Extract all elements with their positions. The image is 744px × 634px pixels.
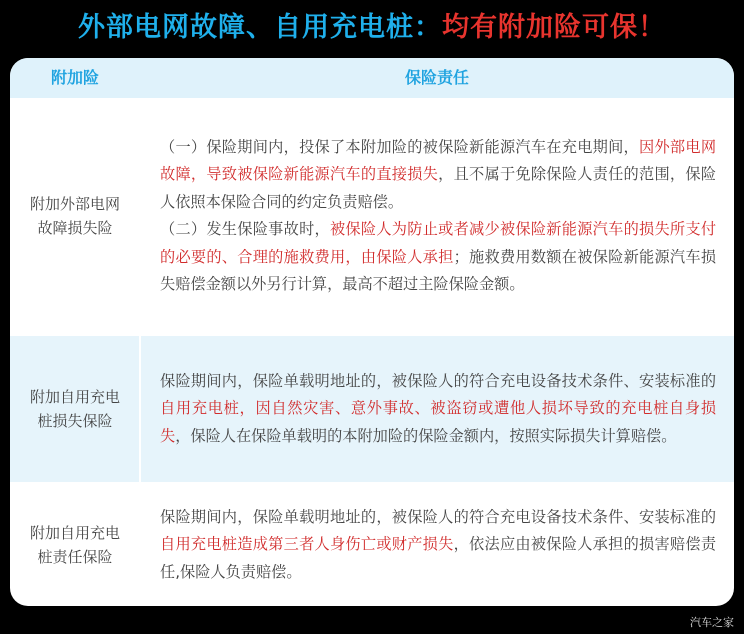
table-header [10, 58, 734, 98]
coverage-segment: ，保险人在保险单载明的本附加险的保险金额内，按照实际损失计算赔偿。 [175, 426, 677, 445]
rider-name-cell [10, 98, 140, 334]
rider-name-line: 桩责任保险 [37, 548, 113, 566]
coverage-segment: 保险期间内，保险单载明地址的，被保险人的符合充电设备技术条件、安装标准的 [160, 507, 716, 526]
table-row [10, 336, 734, 482]
watermark: 汽车之家 [690, 616, 734, 629]
coverage-segment: （一）保险期间内，投保了本附加险的被保险新能源汽车在充电期间， [160, 137, 640, 156]
table-row [10, 98, 734, 334]
headline-blue-part: 外部电网故障、自用充电桩： [78, 12, 442, 43]
coverage-highlight: 自用充电桩，因自然灾害、意外事故、被盗窃或遭他人损坏导致的充电桩自身损失 [160, 399, 716, 445]
rider-name-line: 附加外部电网 [29, 195, 120, 213]
coverage-segment: 保险期间内，保险单载明地址的，被保险人的符合充电设备技术条件、安装标准的 [160, 371, 716, 390]
coverage-segment: ，且不属于免除保险人责任的范围，保险人依照本保险合同的约定负责赔偿。 [160, 165, 717, 211]
rider-name-cell [10, 336, 140, 482]
coverage-text [160, 368, 716, 451]
coverage-highlight: 被保险人为防止或者减少被保险新能源汽车的损失所支付的必要的、合理的施救费用，由保险人承担 [160, 220, 717, 266]
coverage-cell [160, 336, 716, 482]
coverage-text [160, 134, 716, 299]
rider-name-cell [10, 484, 140, 606]
coverage-segment: ，依法应由被保险人承担的损害赔偿责任,保险人负责赔偿。 [160, 535, 717, 581]
coverage-cell [160, 98, 716, 334]
table-row [10, 484, 734, 606]
rider-name [19, 192, 131, 240]
coverage-segment: ；施救费用数额在被保险新能源汽车损失赔偿金额以外另行计算，最高不超过主险保险金额。 [160, 247, 717, 293]
row-divider [10, 334, 734, 336]
header-coverage: 保险责任 [404, 68, 469, 87]
coverage-segment: （二）发生保险事故时， [160, 220, 330, 238]
headline-red-part: 均有附加险可保！ [442, 12, 666, 43]
rider-name [19, 385, 131, 433]
coverage-highlight: 因外部电网故障，导致被保险新能源汽车的直接损失 [160, 137, 717, 183]
coverage-highlight: 自用充电桩造成第三者人身伤亡或财产损失 [160, 535, 454, 554]
rider-name-line: 桩损失保险 [37, 412, 113, 430]
insurance-table [10, 58, 734, 606]
coverage-cell [160, 484, 716, 606]
column-divider [139, 98, 141, 606]
page-headline [0, 6, 744, 50]
rider-name-line: 附加自用充电 [29, 524, 120, 542]
header-rider-name: 附加险 [50, 68, 99, 87]
rider-name-line: 故障损失险 [37, 219, 113, 237]
rider-name [19, 521, 131, 569]
rider-name-line: 附加自用充电 [29, 388, 120, 406]
row-divider [10, 482, 734, 484]
coverage-text [160, 504, 716, 587]
